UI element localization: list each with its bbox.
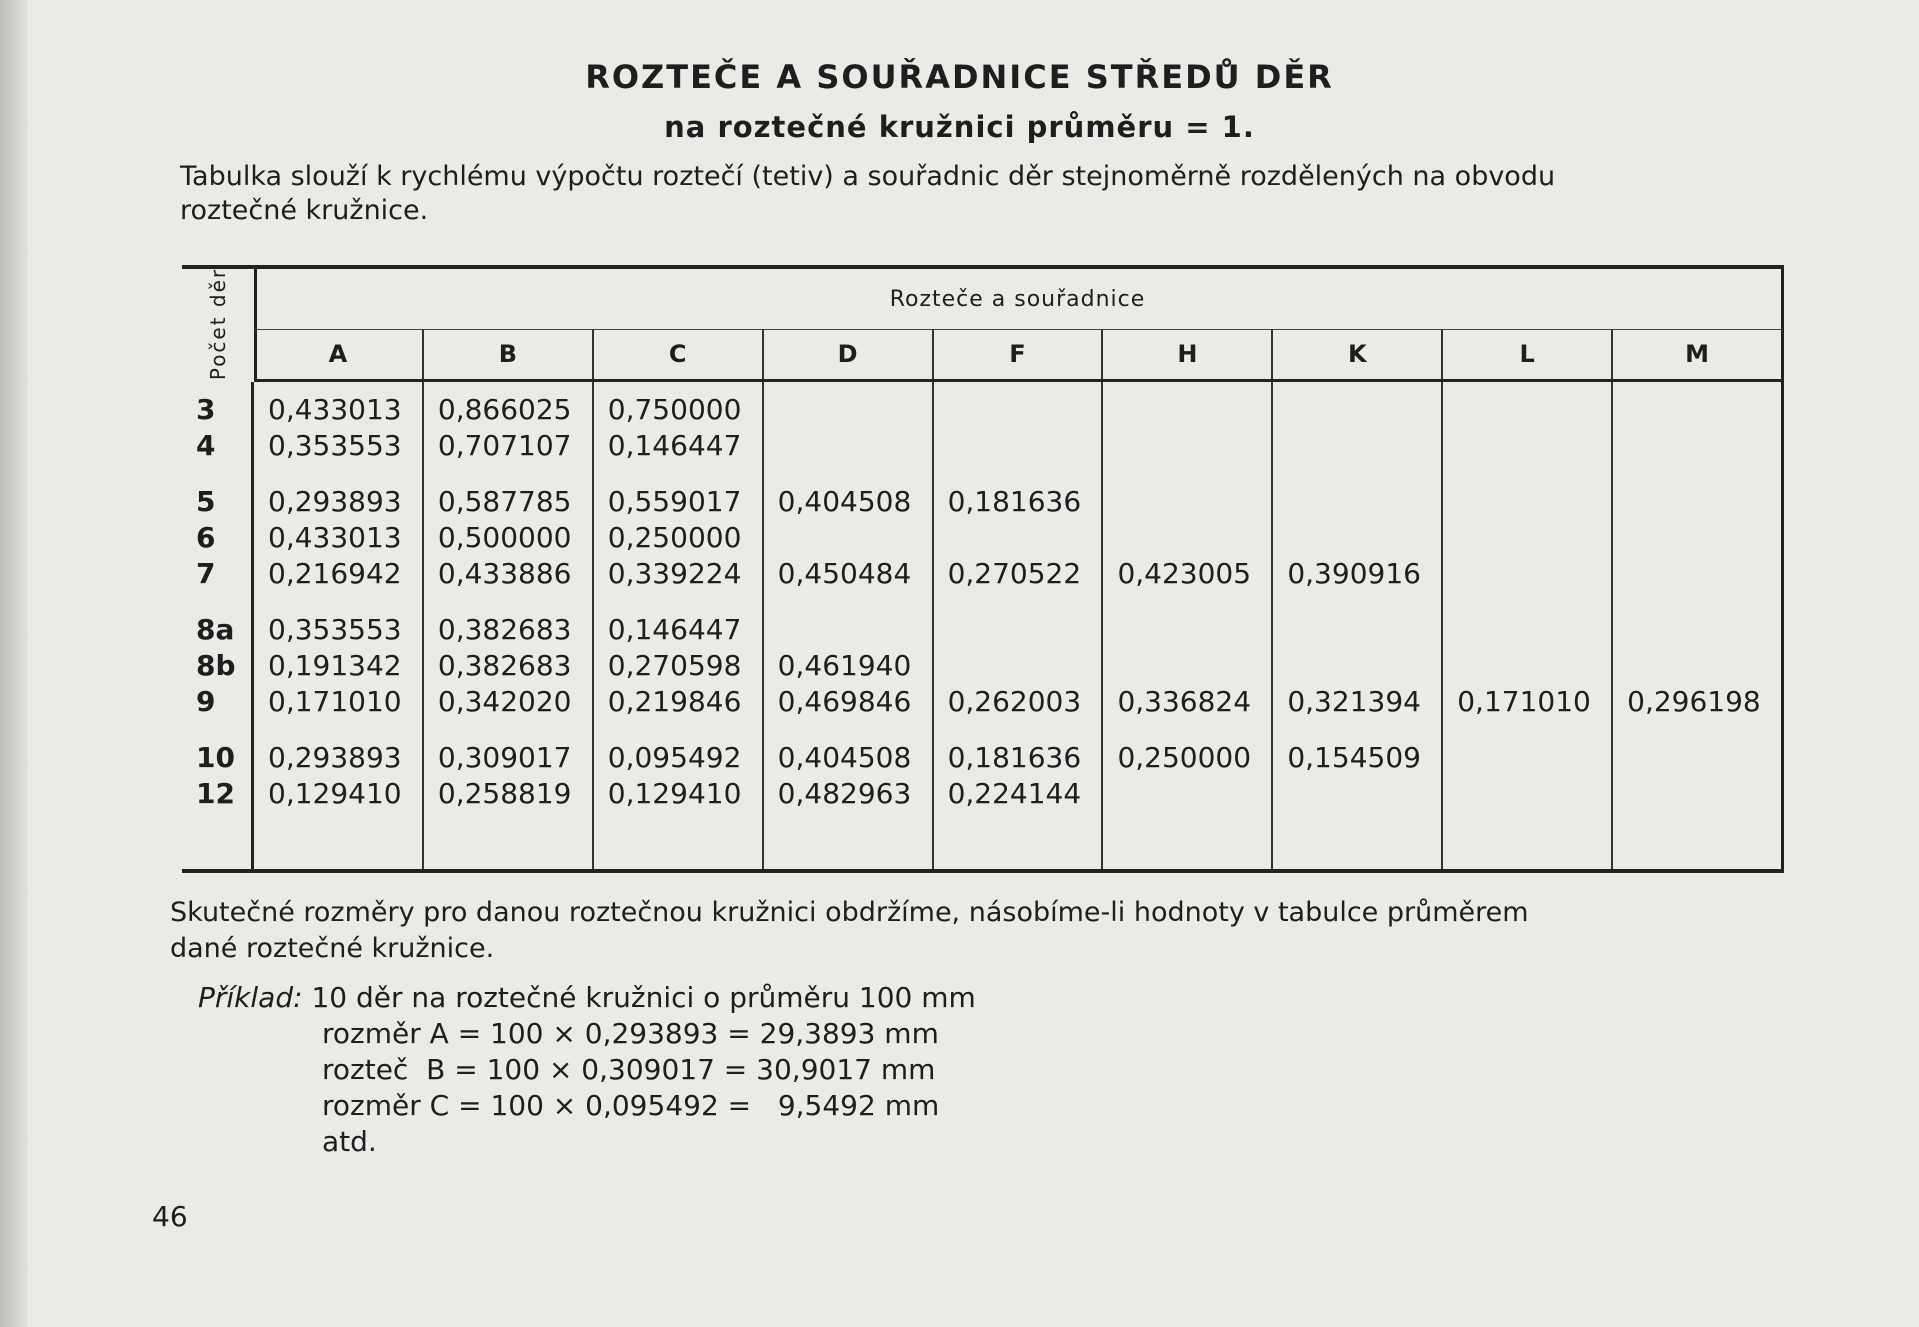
- table-cell: [1287, 520, 1441, 556]
- table-cell: 0,154509: [1287, 741, 1421, 774]
- table-cell: [1627, 740, 1781, 776]
- count-header: Počet děr: [206, 267, 230, 381]
- table-cell: [1627, 428, 1781, 464]
- example-line-2: rozteč B = 100 × 0,309017 = 30,9017 mm: [322, 1053, 936, 1086]
- table-cell: 0,433886: [437, 557, 572, 590]
- column-header-d: D: [762, 329, 932, 379]
- table-cell: 0,433013: [268, 521, 402, 554]
- table-cell: 0,219846: [607, 685, 742, 718]
- table-cell: 0,270598: [607, 649, 742, 682]
- table-cell: [1117, 776, 1271, 812]
- table-cell: [948, 428, 1102, 464]
- table-cell: [1457, 428, 1611, 464]
- table-cell: 0,750000: [607, 393, 742, 426]
- table-cell: 0,309017: [437, 741, 572, 774]
- table-cell: [1287, 428, 1441, 464]
- row-count: 10: [196, 741, 235, 774]
- table-cell: [778, 612, 932, 648]
- table-cell: 0,250000: [1117, 741, 1252, 774]
- table-cell: [948, 648, 1102, 684]
- column-header-h: H: [1101, 329, 1271, 379]
- outro-line-2: dané roztečné kružnice.: [170, 933, 495, 964]
- pitch-coordinates-table: [182, 265, 1784, 873]
- table-cell: 0,450484: [777, 557, 912, 590]
- table-cell: 0,146447: [607, 429, 742, 462]
- intro-paragraph: [180, 160, 1790, 228]
- row-count: 12: [196, 777, 235, 810]
- example-block: [198, 980, 976, 1160]
- table-cell: [1627, 484, 1781, 520]
- column-header-m: M: [1611, 329, 1781, 379]
- table-cell: [1287, 392, 1441, 428]
- column-a: [254, 382, 422, 869]
- table-cell: [1287, 648, 1441, 684]
- table-cell: [1287, 776, 1441, 812]
- column-h: [1101, 382, 1271, 869]
- column-k: [1271, 382, 1441, 869]
- table-cell: 0,866025: [437, 393, 572, 426]
- table-cell: 0,171010: [268, 685, 402, 718]
- value-columns: [254, 382, 1781, 869]
- table-cell: 0,353553: [268, 613, 402, 646]
- group-header: Rozteče a souřadnice: [254, 269, 1781, 330]
- table-cell: [1117, 648, 1271, 684]
- column-header-a: A: [328, 340, 348, 368]
- column-header-b: B: [422, 329, 592, 379]
- table-cell: [1627, 520, 1781, 556]
- table-cell: 0,433013: [268, 393, 402, 426]
- table-cell: 0,293893: [268, 741, 402, 774]
- table-cell: [1117, 484, 1271, 520]
- table-cell: 0,404508: [777, 485, 912, 518]
- row-count: 3: [196, 393, 216, 426]
- column-header-f: F: [932, 329, 1102, 379]
- table-cell: [1117, 520, 1271, 556]
- row-count: 9: [196, 685, 216, 718]
- table-cell: [1627, 612, 1781, 648]
- intro-line-2: roztečné kružnice.: [180, 195, 429, 226]
- row-count: 6: [196, 521, 216, 554]
- page-number: 46: [152, 1200, 188, 1233]
- table-cell: [1117, 428, 1271, 464]
- table-cell: [778, 520, 932, 556]
- table-cell: [1457, 484, 1611, 520]
- table-cell: [1457, 648, 1611, 684]
- table-cell: [1457, 392, 1611, 428]
- table-cell: [1117, 612, 1271, 648]
- column-m: [1611, 382, 1781, 869]
- row-count: 7: [196, 557, 216, 590]
- table-cell: 0,181636: [947, 741, 1082, 774]
- table-cell: [948, 392, 1102, 428]
- table-cell: 0,321394: [1287, 685, 1421, 718]
- table-cell: 0,262003: [947, 685, 1082, 718]
- table-cell: 0,339224: [607, 557, 742, 590]
- table-cell: [1627, 648, 1781, 684]
- table-cell: [778, 428, 932, 464]
- row-count: 4: [196, 429, 216, 462]
- table-cell: [1457, 740, 1611, 776]
- column-l: [1441, 382, 1611, 869]
- table-cell: [1457, 556, 1611, 592]
- intro-line-1: Tabulka slouží k rychlému výpočtu roztečí (tetiv) a souřadnic děr stejnoměrně rozdělených na obvodu: [180, 161, 1556, 192]
- column-header-l: L: [1441, 329, 1611, 379]
- table-cell: [1287, 612, 1441, 648]
- table-body: [182, 382, 1781, 869]
- page-title: ROZTEČE A SOUŘADNICE STŘEDŮ DĚR: [585, 58, 1334, 96]
- outro-paragraph: [170, 895, 1790, 967]
- table-cell: 0,191342: [268, 649, 402, 682]
- row-count: 8b: [196, 649, 236, 682]
- table-cell: [1457, 612, 1611, 648]
- table-cell: 0,296198: [1627, 685, 1761, 718]
- table-cell: 0,390916: [1287, 557, 1421, 590]
- example-line-3: rozměr C = 100 × 0,095492 = 9,5492 mm: [322, 1089, 940, 1122]
- table-cell: 0,258819: [437, 777, 572, 810]
- table-cell: [1627, 556, 1781, 592]
- table-cell: 0,270522: [947, 557, 1082, 590]
- example-line-0: 10 děr na roztečné kružnici o průměru 100 mm: [311, 981, 976, 1014]
- table-cell: 0,224144: [947, 777, 1082, 810]
- table-cell: 0,129410: [607, 777, 742, 810]
- table-cell: 0,423005: [1117, 557, 1252, 590]
- example-row-0: [198, 980, 976, 1016]
- row-count: 8a: [196, 613, 235, 646]
- table-cell: 0,382683: [437, 613, 572, 646]
- table-cell: [1287, 484, 1441, 520]
- table-cell: [948, 520, 1102, 556]
- count-column: [182, 382, 254, 869]
- table-cell: [948, 612, 1102, 648]
- table-cell: 0,181636: [947, 485, 1082, 518]
- table-cell: [1627, 392, 1781, 428]
- table-cell: 0,587785: [437, 485, 572, 518]
- example-line-4: atd.: [322, 1125, 377, 1158]
- example-line-1: rozměr A = 100 × 0,293893 = 29,3893 mm: [322, 1017, 939, 1050]
- table-cell: 0,293893: [268, 485, 402, 518]
- row-count: 5: [196, 485, 216, 518]
- table-cell: 0,482963: [777, 777, 912, 810]
- table-cell: 0,461940: [777, 649, 912, 682]
- table-cell: 0,216942: [268, 557, 402, 590]
- column-f: [932, 382, 1102, 869]
- count-header-cell: [182, 269, 257, 379]
- column-b: [422, 382, 592, 869]
- table-cell: 0,129410: [268, 777, 402, 810]
- table-cell: [1457, 776, 1611, 812]
- table-cell: 0,559017: [607, 485, 742, 518]
- table-cell: 0,404508: [777, 741, 912, 774]
- table-cell: 0,707107: [437, 429, 572, 462]
- table-cell: [1117, 392, 1271, 428]
- page-subtitle: na roztečné kružnici průměru = 1.: [664, 110, 1255, 144]
- table-cell: 0,171010: [1457, 685, 1591, 718]
- table-cell: 0,095492: [607, 741, 742, 774]
- table-cell: [778, 392, 932, 428]
- table-cell: 0,353553: [268, 429, 402, 462]
- table-cell: 0,336824: [1117, 685, 1252, 718]
- table-cell: [1457, 520, 1611, 556]
- table-cell: 0,382683: [437, 649, 572, 682]
- table-cell: [1627, 776, 1781, 812]
- table-cell: 0,469846: [777, 685, 912, 718]
- example-label: Příklad:: [198, 981, 303, 1014]
- column-d: [762, 382, 932, 869]
- column-c: [592, 382, 762, 869]
- column-header-c: C: [592, 329, 762, 379]
- table-cell: 0,342020: [437, 685, 572, 718]
- table-cell: 0,500000: [437, 521, 572, 554]
- column-header-k: K: [1271, 329, 1441, 379]
- table-cell: 0,250000: [607, 521, 742, 554]
- outro-line-1: Skutečné rozměry pro danou roztečnou kružnici obdržíme, násobíme-li hodnoty v tabulce průměrem: [170, 897, 1529, 928]
- column-headers: [254, 329, 1781, 382]
- table-cell: 0,146447: [607, 613, 742, 646]
